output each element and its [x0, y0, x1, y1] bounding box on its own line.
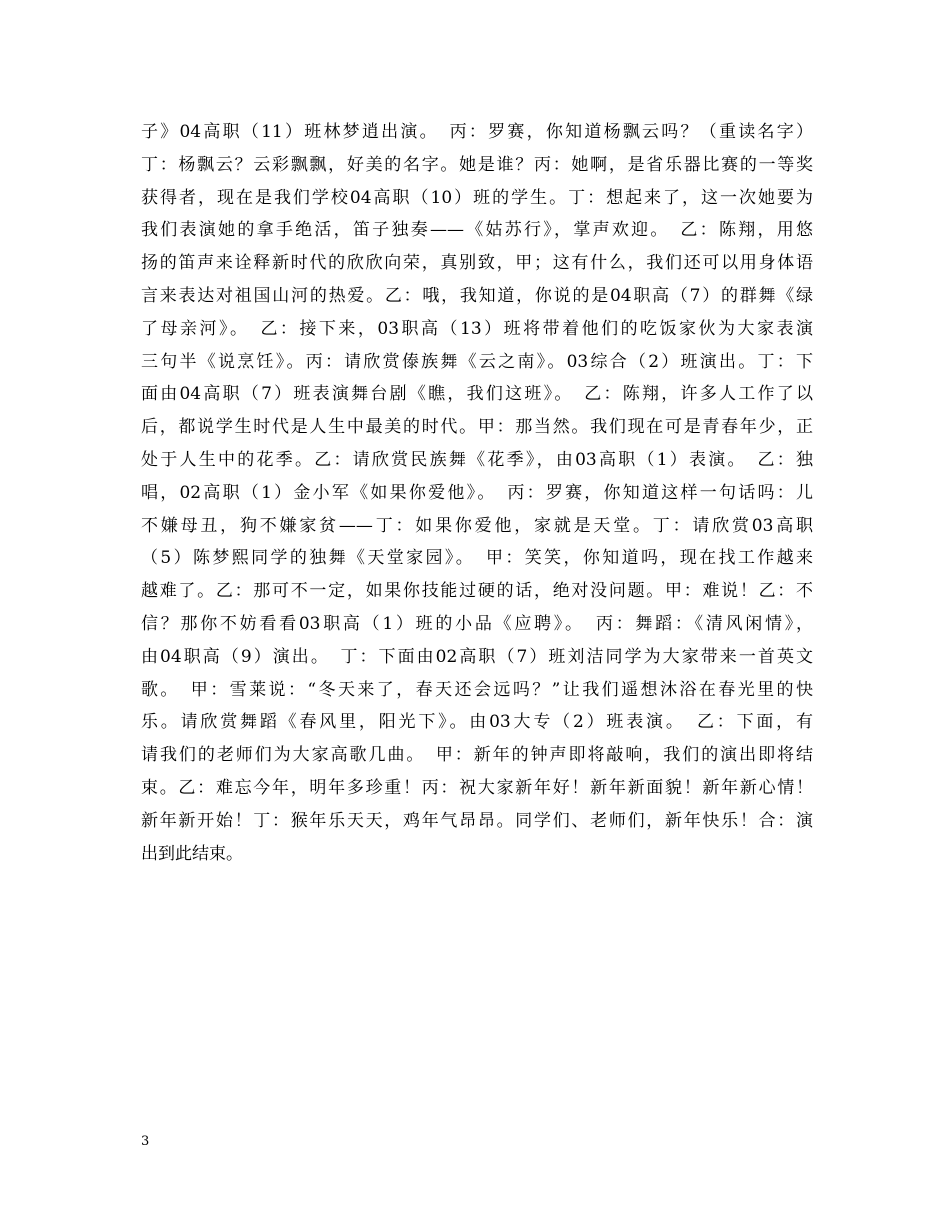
text-line: 我们表演她的拿手绝活，笛子独奏——《姑苏行》，掌声欢迎。 乙：陈翔，用悠 [141, 220, 813, 241]
text-line: 处于人生中的花季。乙：请欣赏民族舞《花季》，由03高职（1）表演。 乙：独 [141, 449, 813, 470]
text-line: 越难了。乙：那可不一定，如果你技能过硬的话，绝对没问题。甲：难说！乙：不 [141, 581, 813, 602]
body-text [141, 116, 813, 870]
text-line: 请我们的老师们为大家高歌几曲。 甲：新年的钟声即将敲响，我们的演出即将结 [141, 745, 813, 766]
text-line: 获得者，现在是我们学校04高职（10）班的学生。丁：想起来了，这一次她要为 [141, 187, 813, 208]
page-number: 3 [141, 1134, 150, 1149]
text-line: 三句半《说烹饪》。丙：请欣赏傣族舞《云之南》。03综合（2）班演出。丁：下 [141, 351, 813, 372]
text-line: 出到此结束。 [141, 843, 243, 864]
text-line: 后，都说学生时代是人生中最美的时代。甲：那当然。我们现在可是青春年少，正 [141, 417, 813, 438]
text-line: 面由04高职（7）班表演舞台剧《瞧，我们这班》。 乙：陈翔，许多人工作了以 [141, 384, 813, 405]
text-line: 由04职高（9）演出。 丁：下面由02高职（7）班刘洁同学为大家带来一首英文 [141, 646, 813, 667]
text-line: 唱，02高职（1）金小军《如果你爱他》。 丙：罗赛，你知道这样一句话吗：儿 [141, 482, 813, 503]
text-line: 丁：杨飘云？云彩飘飘，好美的名字。她是谁？丙：她啊，是省乐器比赛的一等奖 [141, 154, 813, 175]
text-line: 扬的笛声来诠释新时代的欣欣向荣，真别致，甲；这有什么，我们还可以用身体语 [141, 253, 813, 274]
text-line: 不嫌母丑，狗不嫌家贫——丁：如果你爱他，家就是天堂。丁：请欣赏03高职 [141, 515, 813, 536]
text-line: 言来表达对祖国山河的热爱。乙：哦，我知道，你说的是04职高（7）的群舞《绿 [141, 285, 813, 306]
text-line: 束。乙：难忘今年，明年多珍重！丙：祝大家新年好！新年新面貌！新年新心情！ [141, 777, 813, 798]
text-line: 歌。 甲：雪莱说：“冬天来了，春天还会远吗？”让我们遥想沐浴在春光里的快 [141, 679, 813, 700]
text-line: 乐。请欣赏舞蹈《春风里，阳光下》。由03大专（2）班表演。 乙：下面，有 [141, 712, 813, 733]
text-line: 子》04高职（11）班林梦逍出演。 丙：罗赛，你知道杨飘云吗？（重读名字） [141, 122, 813, 142]
text-line: 信？那你不妨看看03职高（1）班的小品《应聘》。 丙：舞蹈：《清风闲情》， [141, 613, 813, 634]
text-line: 新年新开始！丁：猴年乐天天，鸡年气昂昂。同学们、老师们，新年快乐！合：演 [141, 810, 813, 831]
text-line: （5）陈梦熙同学的独舞《天堂家园》。 甲：笑笑，你知道吗，现在找工作越来 [141, 548, 813, 569]
text-line: 了母亲河》。 乙：接下来，03职高（13）班将带着他们的吃饭家伙为大家表演 [141, 318, 813, 339]
